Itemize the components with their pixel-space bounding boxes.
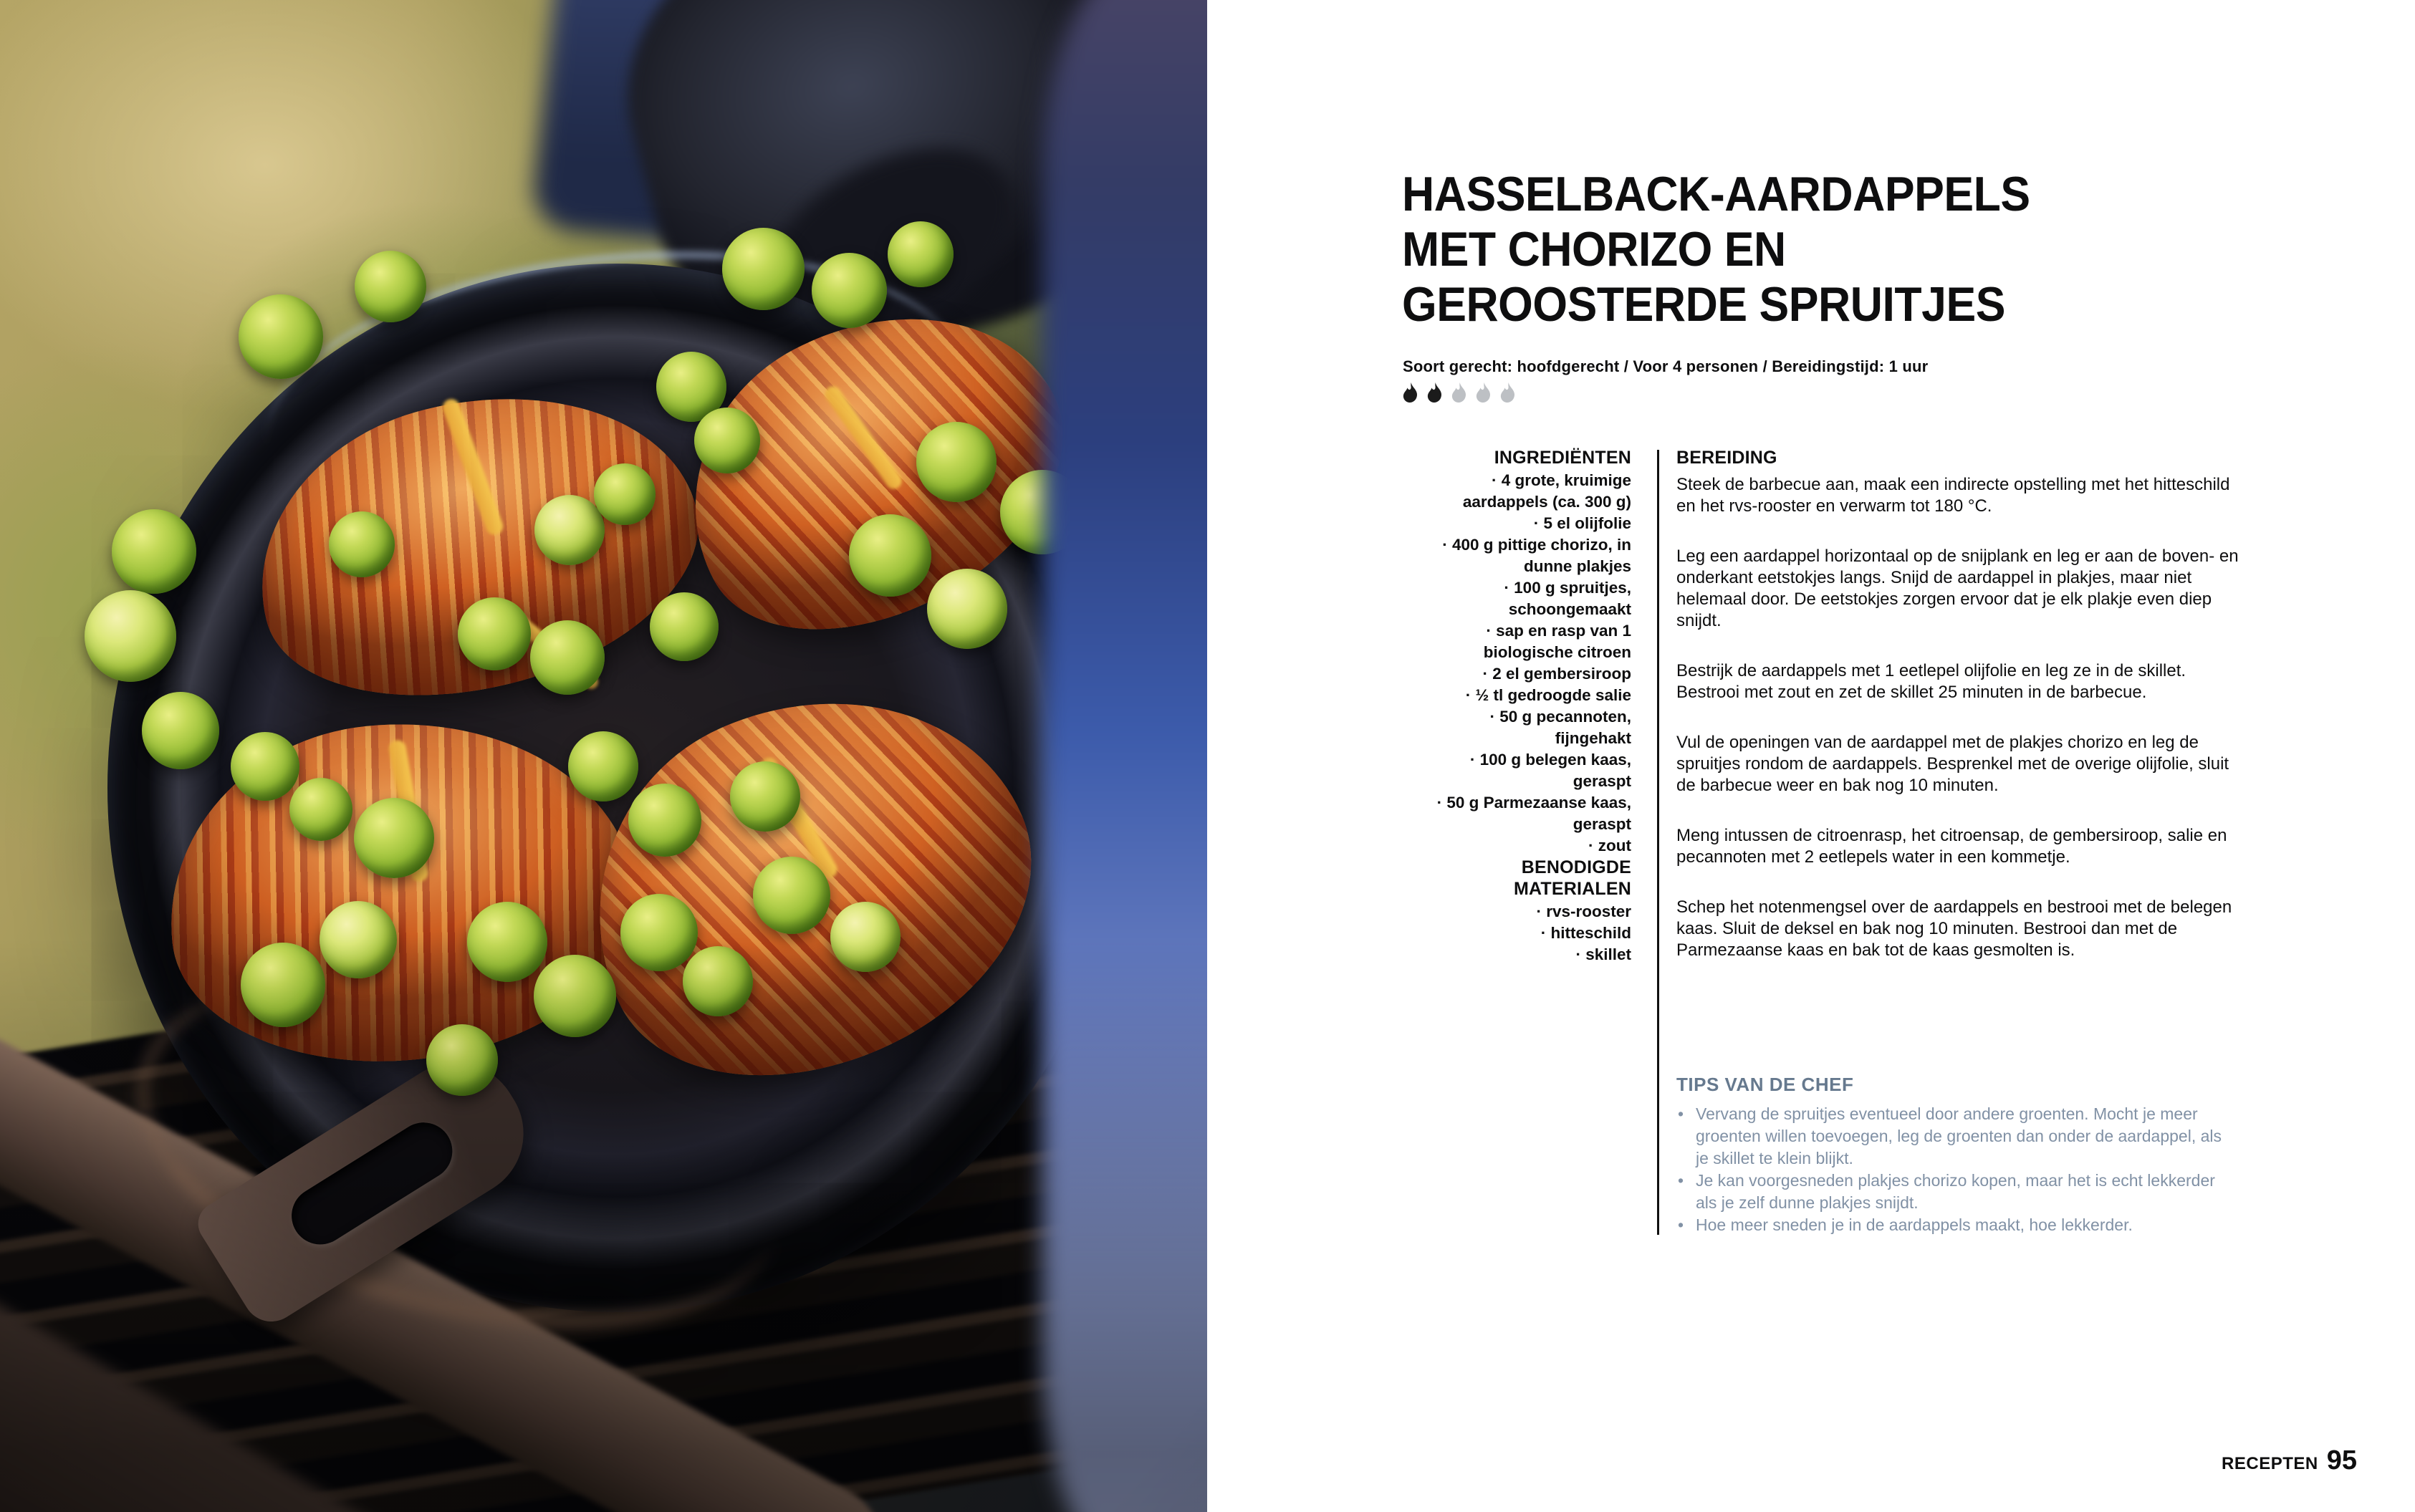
chef-tip-item: • Je kan voorgesneden plakjes chorizo kopen, maar het is echt lekkerder als je zelf dunne plakjes snijdt. xyxy=(1676,1170,2228,1214)
recipe-title-line: HASSELBACK-AARDAPPELS xyxy=(1402,167,2030,221)
ingredients-column xyxy=(1420,447,1631,966)
ingredient-item: · 2 el gembersiroop xyxy=(1420,663,1631,685)
ingredient-item: · 50 g pecannoten, fijngehakt xyxy=(1420,706,1631,749)
material-item: · skillet xyxy=(1420,944,1631,966)
material-item: · rvs-rooster xyxy=(1420,901,1631,923)
ingredient-item: · ½ tl gedroogde salie xyxy=(1420,685,1631,706)
preparation-step: Schep het notenmengsel over de aardappels en bestrooi met de belegen kaas. Sluit de deksel en bak nog 10 minuten. Bestrooi dan met de Parmezaanse kaas en bak tot de kaas gesmolten is. xyxy=(1676,897,2232,960)
ingredient-item: · 5 el olijfolie xyxy=(1420,513,1631,534)
ingredient-item: · 50 g Parmezaanse kaas, geraspt xyxy=(1420,792,1631,835)
chef-tips xyxy=(1676,1073,2228,1236)
chef-tip-item: • Hoe meer sneden je in de aardappels maakt, hoe lekkerder. xyxy=(1676,1214,2228,1236)
flame-icon xyxy=(1450,382,1469,407)
ingredient-item: · 100 g belegen kaas, geraspt xyxy=(1420,749,1631,792)
preparation-step: Steek de barbecue aan, maak een indirecte opstelling met het hitteschild en het rvs-rooster en verwarm tot 180 °C. xyxy=(1676,475,2230,516)
preparation-heading: BEREIDING xyxy=(1676,448,1777,468)
flame-icon xyxy=(1426,382,1445,407)
material-item: · hitteschild xyxy=(1420,923,1631,944)
preparation-step: Meng intussen de citroenrasp, het citroensap, de gembersiroop, salie en pecannoten met 2 eetlepels water in een kommetje. xyxy=(1676,826,2227,867)
flame-icon xyxy=(1401,382,1421,407)
chef-tip-item: • Vervang de spruitjes eventueel door andere groenten. Mocht je meer groenten willen toevoegen, leg de groenten dan onder de aardappel, als je skillet te klein blijkt. xyxy=(1676,1103,2228,1170)
ingredient-item: · zout xyxy=(1420,835,1631,857)
recipe-title-line: MET CHORIZO EN xyxy=(1402,222,1786,276)
preparation-step: Bestrijk de aardappels met 1 eetlepel olijfolie en leg ze in de skillet. Bestrooi met zout en zet de skillet 25 minuten in de barbecue. xyxy=(1676,661,2186,702)
chef-tips-heading: TIPS VAN DE CHEF xyxy=(1676,1074,1854,1095)
preparation-column xyxy=(1676,447,2244,990)
recipe-title-line: GEROOSTERDE SPRUITJES xyxy=(1402,277,2006,332)
flame-icon xyxy=(1474,382,1494,407)
photo-vignette xyxy=(0,0,1207,1512)
ingredient-item: · 4 grote, kruimige aardappels (ca. 300 g) xyxy=(1420,470,1631,513)
ingredient-item: · 400 g pittige chorizo, in dunne plakjes xyxy=(1420,534,1631,577)
footer-section-label: RECEPTEN xyxy=(2222,1454,2318,1473)
recipe-meta: Soort gerecht: hoofdgerecht / Voor 4 personen / Bereidingstijd: 1 uur xyxy=(1403,357,1929,375)
preparation-step: Leg een aardappel horizontaal op de snijplank en leg er aan de boven- en onderkant eetstokjes langs. Snijd de aardappel in plakjes, maar niet helemaal door. De eetstokjes zorgen ervoor dat je elk plakje even diep snijdt. xyxy=(1676,546,2239,630)
ingredients-heading: INGREDIËNTEN xyxy=(1494,448,1631,468)
heat-level-indicator xyxy=(1401,382,1518,407)
ingredient-item: · sap en rasp van 1 biologische citroen xyxy=(1420,620,1631,663)
ingredient-item: · 100 g spruitjes, schoongemaakt xyxy=(1420,577,1631,620)
page-footer xyxy=(2222,1445,2357,1476)
recipe-photo xyxy=(0,0,1207,1512)
flame-icon xyxy=(1499,382,1518,407)
preparation-step: Vul de openingen van de aardappel met de plakjes chorizo en leg de spruitjes rondom de aardappels. Besprenkel met de overige olijfolie, sluit de barbecue weer en bak nog 10 minuten. xyxy=(1676,733,2229,795)
recipe-title xyxy=(1402,167,2030,332)
materials-heading: BENODIGDE MATERIALEN xyxy=(1513,857,1631,899)
footer-page-number: 95 xyxy=(2326,1445,2357,1475)
column-divider xyxy=(1657,450,1659,1235)
recipe-page xyxy=(1207,0,2415,1512)
